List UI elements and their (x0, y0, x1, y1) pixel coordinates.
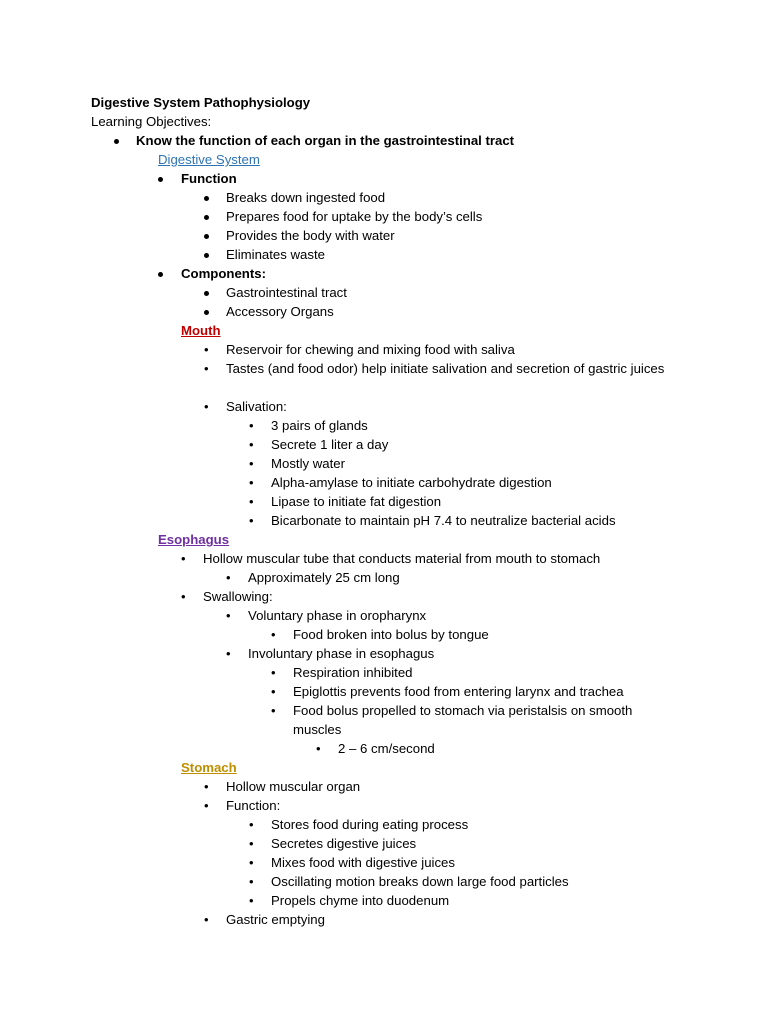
list-item: Epiglottis prevents food from entering larynx and trachea (293, 684, 624, 699)
bullet-marker: • (249, 893, 254, 908)
list-item: Food bolus propelled to stomach via peristalsis on smooth muscles (293, 703, 633, 737)
list-item: Hollow muscular organ (226, 779, 361, 794)
list-item: Prepares food for uptake by the body’s cells (226, 209, 483, 224)
list-item: Propels chyme into duodenum (271, 893, 450, 908)
list-item: Oscillating motion breaks down large food particles (271, 874, 569, 889)
bullet-marker: • (249, 456, 254, 471)
bullet-marker: • (249, 437, 254, 452)
bullet-marker: • (204, 798, 209, 813)
bullet-marker: • (181, 589, 186, 604)
bullet-marker: • (249, 494, 254, 509)
components-label: Components: (181, 266, 266, 281)
objective-1: Know the function of each organ in the gastrointestinal tract (136, 133, 515, 148)
list-item: Mixes food with digestive juices (271, 855, 455, 870)
list-item: Approximately 25 cm long (248, 570, 400, 585)
bullet-marker (114, 139, 119, 144)
bullet-marker: • (249, 475, 254, 490)
bullet-marker: • (204, 342, 209, 357)
list-item: Tastes (and food odor) help initiate salivation and secretion of gastric juices (226, 361, 665, 376)
list-item: Food broken into bolus by tongue (293, 627, 489, 642)
list-item: Mostly water (271, 456, 346, 471)
list-item: Provides the body with water (226, 228, 395, 243)
bullet-marker: • (204, 399, 209, 414)
list-item: Gastric emptying (226, 912, 325, 927)
swallowing-label: Swallowing: (203, 589, 273, 604)
bullet-marker: • (249, 874, 254, 889)
list-item: 3 pairs of glands (271, 418, 368, 433)
learning-objectives-label: Learning Objectives: (91, 114, 212, 129)
bullet-marker: • (271, 684, 276, 699)
bullet-marker: • (204, 912, 209, 927)
bullet-marker: • (226, 646, 231, 661)
bullet-marker (204, 291, 209, 296)
list-item: Gastrointestinal tract (226, 285, 347, 300)
heading-stomach: Stomach (181, 760, 237, 775)
bullet-marker (204, 196, 209, 201)
heading-mouth: Mouth (181, 323, 221, 338)
bullet-marker (204, 253, 209, 258)
list-item: Reservoir for chewing and mixing food with saliva (226, 342, 515, 357)
function-label: Function (181, 171, 237, 186)
list-item: Secrete 1 liter a day (271, 437, 389, 452)
bullet-marker: • (181, 551, 186, 566)
bullet-marker (158, 272, 163, 277)
bullet-marker (204, 215, 209, 220)
bullet-marker: • (271, 703, 276, 718)
list-item: Respiration inhibited (293, 665, 413, 680)
bullet-marker: • (271, 665, 276, 680)
document-title: Digestive System Pathophysiology (91, 95, 311, 110)
list-item: Voluntary phase in oropharynx (248, 608, 427, 623)
bullet-marker: • (204, 779, 209, 794)
stomach-function-label: Function: (226, 798, 281, 813)
bullet-marker: • (249, 817, 254, 832)
bullet-marker: • (316, 741, 321, 756)
bullet-marker (204, 310, 209, 315)
list-item: Alpha-amylase to initiate carbohydrate digestion (271, 475, 552, 490)
bullet-marker: • (226, 570, 231, 585)
bullet-marker: • (249, 418, 254, 433)
list-item: Accessory Organs (226, 304, 334, 319)
bullet-marker (158, 177, 163, 182)
bullet-marker (204, 234, 209, 239)
salivation-label: Salivation: (226, 399, 287, 414)
list-item: Bicarbonate to maintain pH 7.4 to neutralize bacterial acids (271, 513, 616, 528)
bullet-marker: • (249, 836, 254, 851)
bullet-marker: • (226, 608, 231, 623)
bullet-marker: • (271, 627, 276, 642)
list-item: Breaks down ingested food (226, 190, 386, 205)
bullet-marker: • (249, 855, 254, 870)
list-item: Secretes digestive juices (271, 836, 417, 851)
list-item: 2 – 6 cm/second (338, 741, 435, 756)
heading-digestive-system: Digestive System (158, 152, 260, 167)
bullet-marker: • (249, 513, 254, 528)
list-item: Involuntary phase in esophagus (248, 646, 435, 661)
list-item: Lipase to initiate fat digestion (271, 494, 442, 509)
list-item: Hollow muscular tube that conducts material from mouth to stomach (203, 551, 601, 566)
bullet-marker: • (204, 361, 209, 376)
heading-esophagus: Esophagus (158, 532, 230, 547)
list-item: Eliminates waste (226, 247, 325, 262)
list-item: Stores food during eating process (271, 817, 469, 832)
